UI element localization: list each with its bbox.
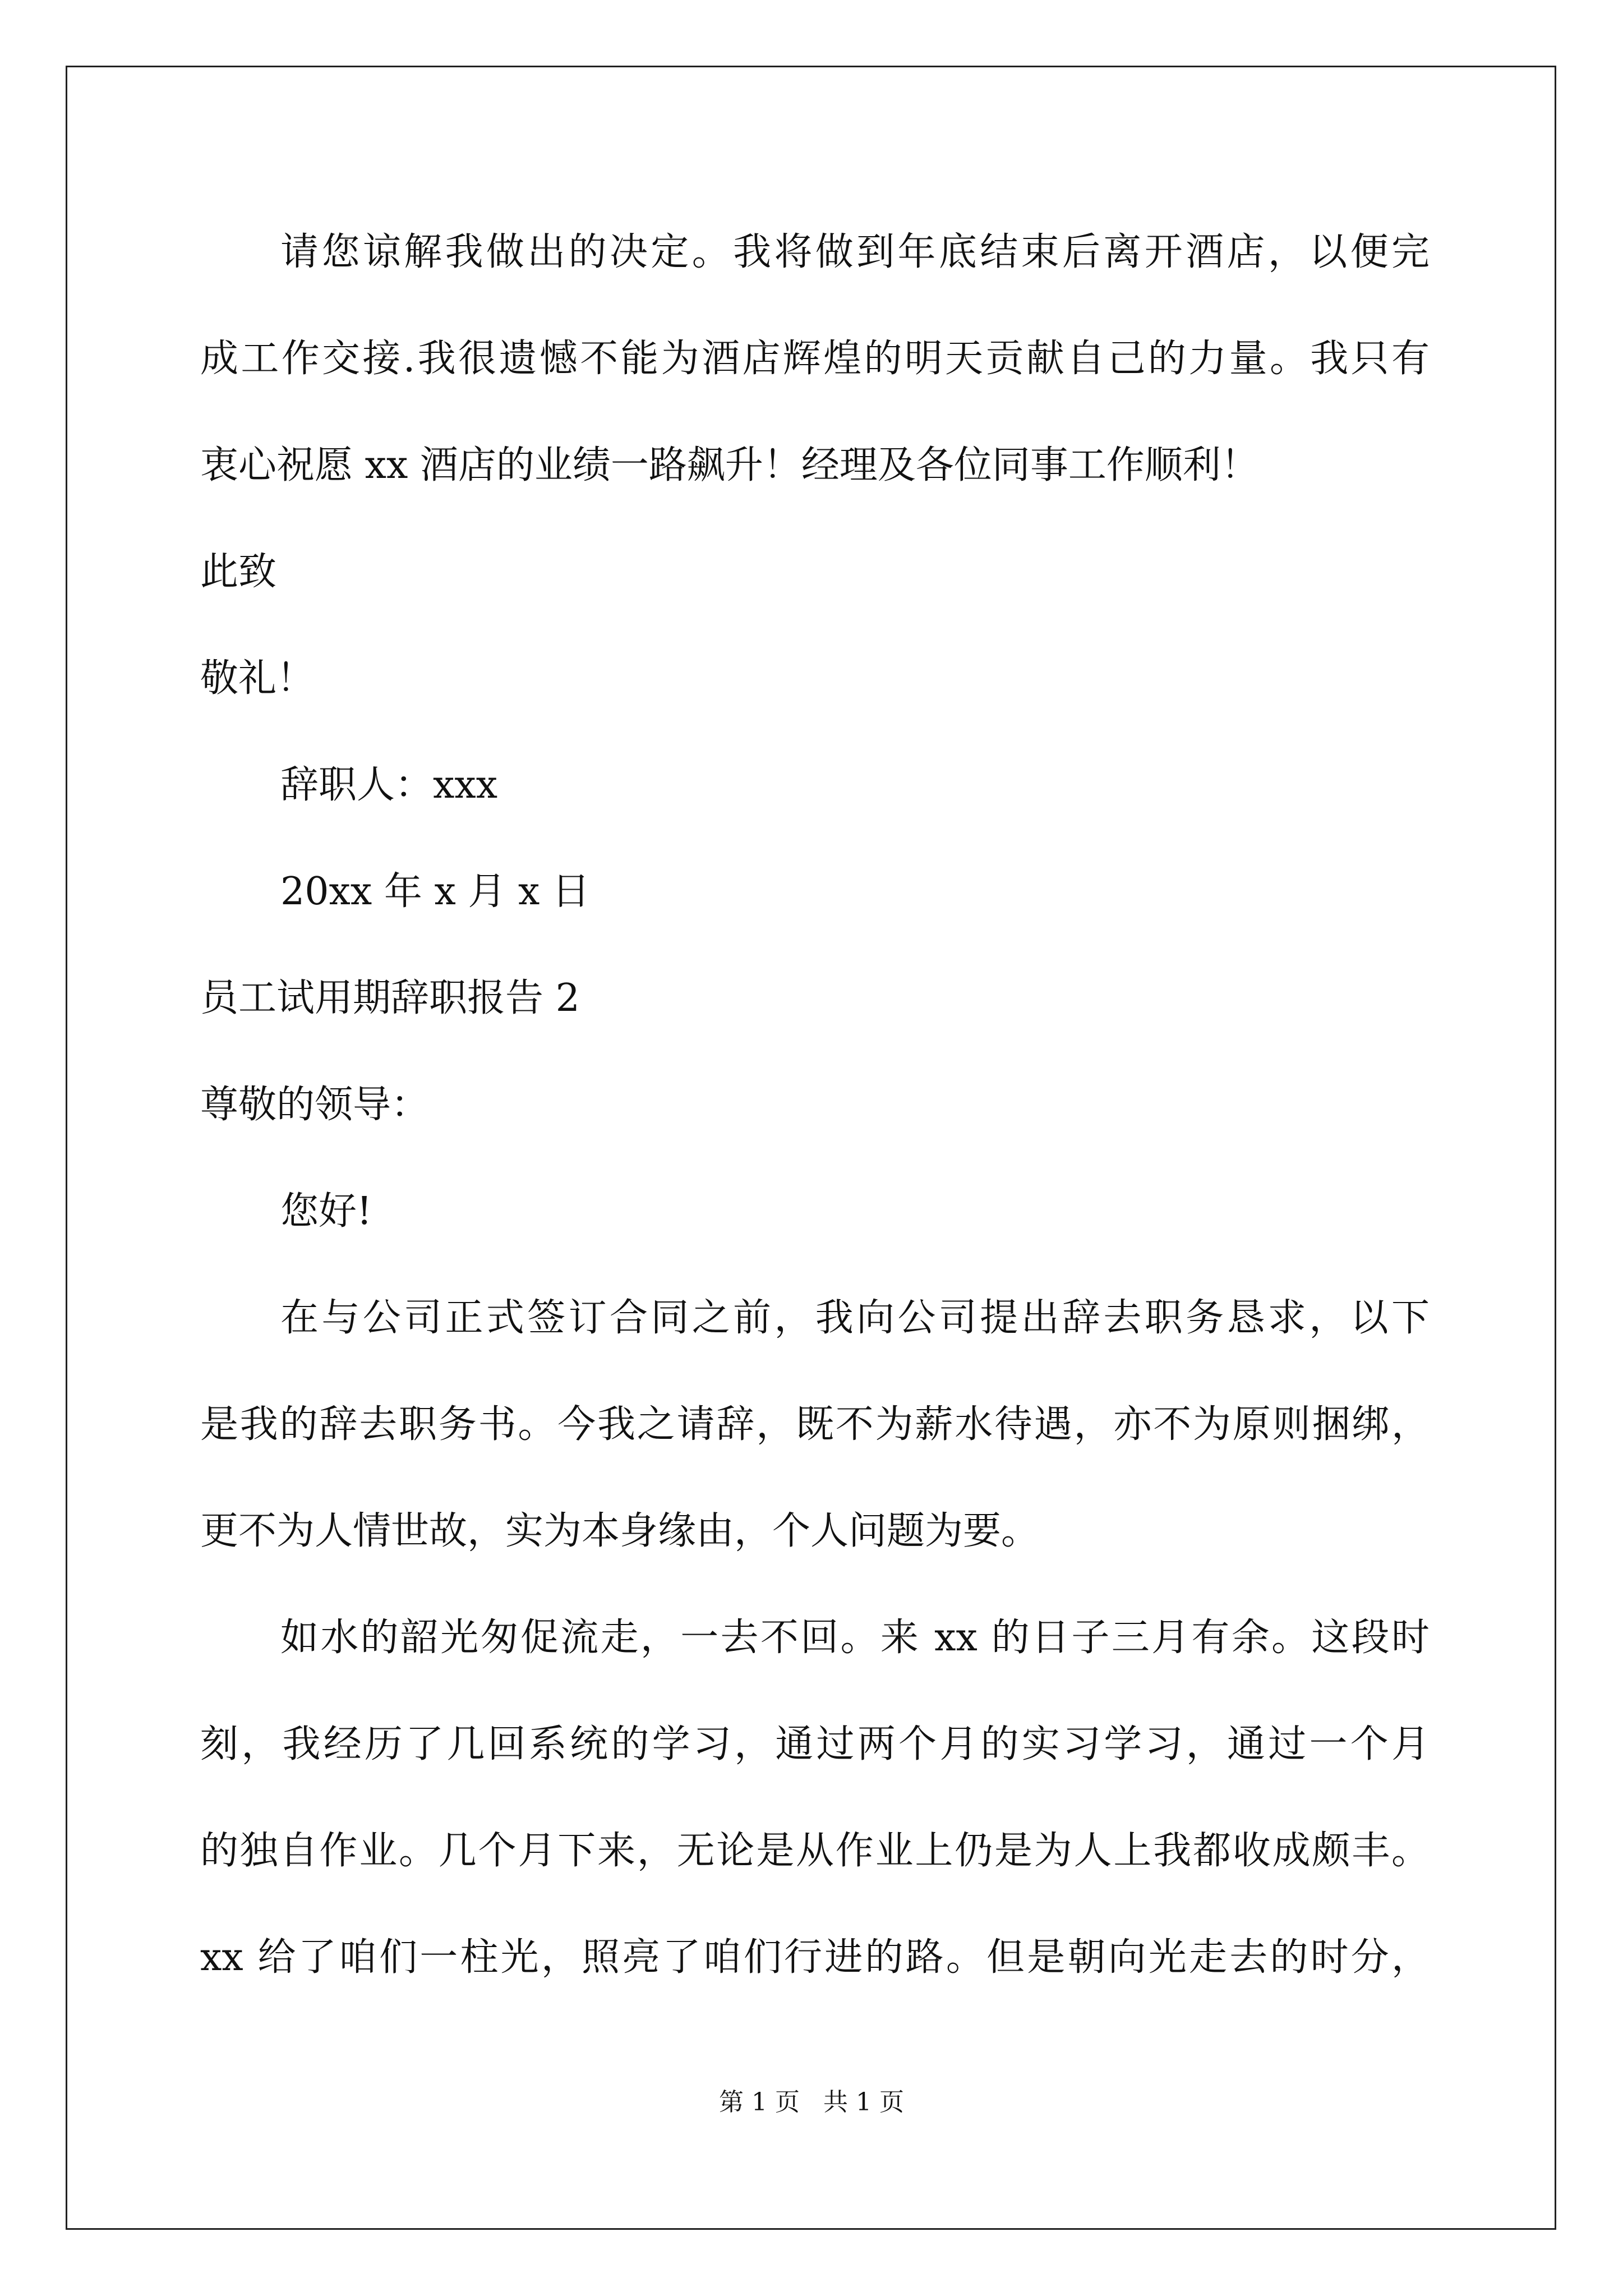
paragraph-line: 的独自作业。几个月下来，无论是从作业上仍是为人上我都收成颇丰。 xyxy=(200,1829,1430,1873)
page-footer: 第 1 页 共 1 页 xyxy=(719,2088,904,2116)
paragraph-line: 衷心祝愿 xx 酒店的业绩一路飙升！经理及各位同事工作顺利！ xyxy=(200,443,1259,487)
date-line: 20xx 年 x 月 x 日 xyxy=(280,869,591,914)
paragraph-line: 请您谅解我做出的决定。我将做到年底结束后离开酒店，以便完 xyxy=(280,230,1430,274)
paragraph-line: xx 给了咱们一柱光，照亮了咱们行进的路。但是朝向光走去的时分， xyxy=(200,1935,1430,1980)
page-border xyxy=(66,66,1556,2230)
closing-line: 敬礼！ xyxy=(200,656,315,701)
salutation: 尊敬的领导： xyxy=(200,1083,430,1127)
closing-line: 此致 xyxy=(200,550,277,594)
paragraph-line: 成工作交接.我很遗憾不能为酒店辉煌的明天贡献自己的力量。我只有 xyxy=(200,337,1430,381)
paragraph-line: 是我的辞去职务书。今我之请辞，既不为薪水待遇，亦不为原则捆绑， xyxy=(200,1402,1430,1447)
paragraph-line: 刻，我经历了几回系统的学习，通过两个月的实习学习，通过一个月 xyxy=(200,1722,1430,1766)
signature-line: 辞职人：xxx xyxy=(280,763,498,807)
paragraph-line: 在与公司正式签订合同之前，我向公司提出辞去职务恳求，以下 xyxy=(280,1296,1430,1340)
paragraph-line: 如水的韶光匆促流走，一去不回。来 xx 的日子三月有余。这段时 xyxy=(280,1616,1430,1660)
greeting: 您好! xyxy=(280,1189,372,1234)
paragraph-line: 更不为人情世故，实为本身缘由，个人问题为要。 xyxy=(200,1509,1040,1553)
section-title: 员工试用期辞职报告 2 xyxy=(200,976,580,1020)
